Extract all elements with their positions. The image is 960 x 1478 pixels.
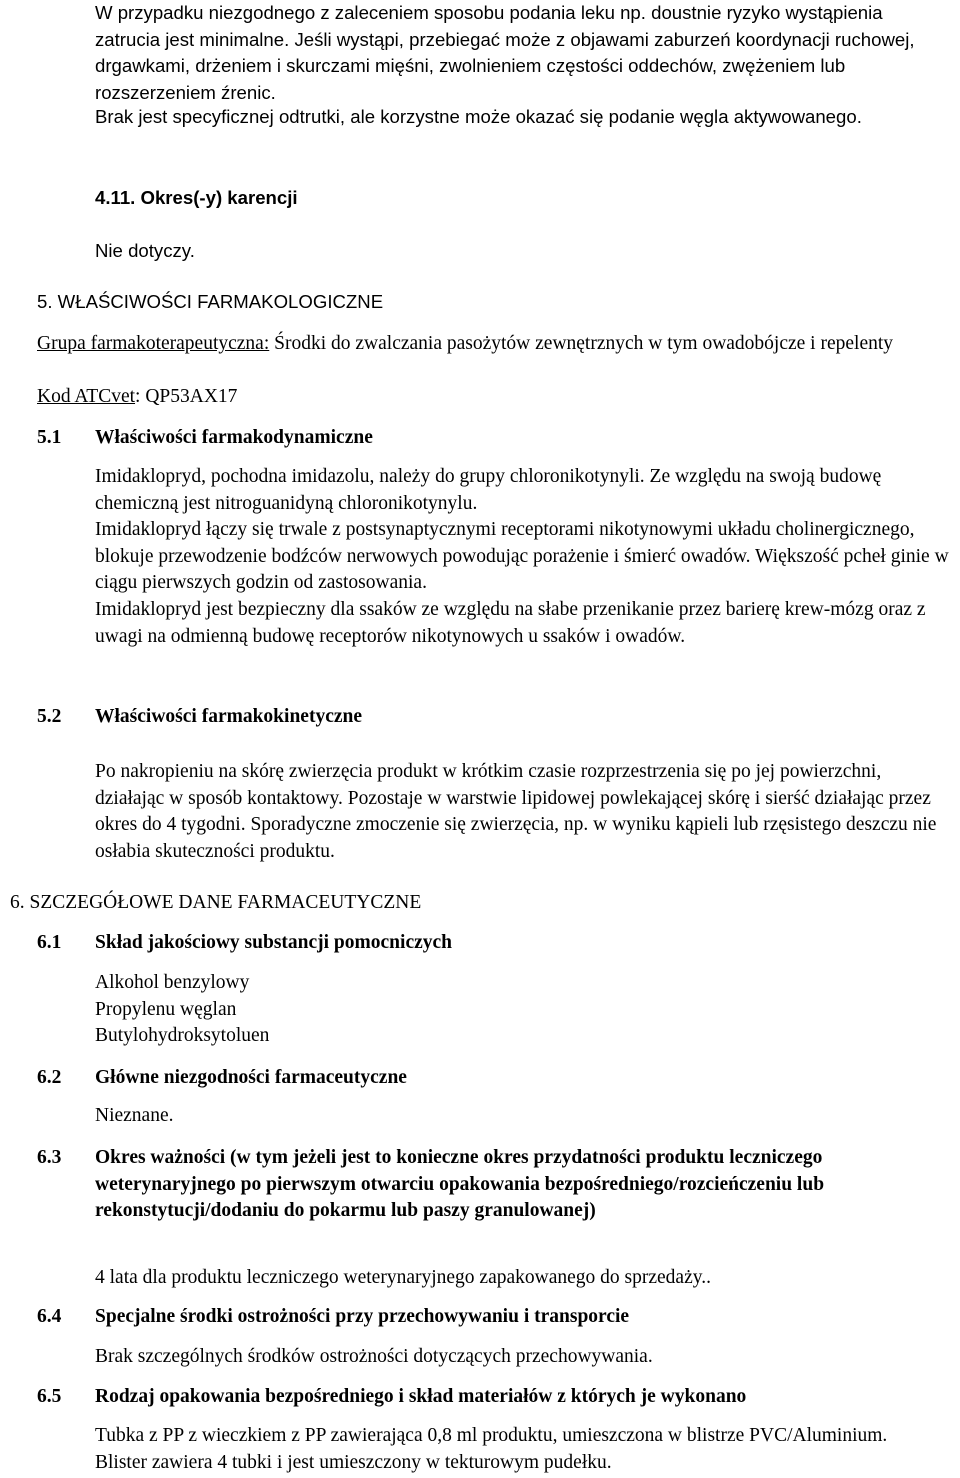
antidote-paragraph: Brak jest specyficznej odtrutki, ale korzystne może okazać się podanie węgla aktywowanego. [95,106,862,127]
section-5-2-number: 5.2 [37,706,62,727]
atc-value: : QP53AX17 [135,386,238,407]
list-item: Butylohydroksytoluen [95,1025,270,1046]
section-5-1-title: Właściwości farmakodynamiczne [95,427,373,448]
group-value: Środki do zwalczania pasożytów zewnętrznych w tym owadobójcze i repelenty [269,333,894,354]
pharmacodynamics-p2: Imidaklopryd łączy się trwale z postsynaptycznymi receptorami nikotynowymi układu cholinergicznego, blokuje przewodzenie bodźców nerwowych powodując porażenie i śmierć owadów. Większość pcheł ginie w ciągu pierwszych godzin od zastosowania. [95,519,949,593]
storage-text: Brak szczególnych środków ostrożności dotyczących przechowywania. [95,1346,653,1367]
section-6-4-title: Specjalne środki ostrożności przy przechowywaniu i transporcie [95,1306,630,1327]
incompatibilities-text: Nieznane. [95,1105,174,1126]
pharmacodynamics-p1: Imidaklopryd, pochodna imidazolu, należy do grupy chloronikotynyli. Ze względu na swoją budowę chemiczną jest nitroguanidyną chloronikotynylu. [95,466,882,514]
section-6-4-number: 6.4 [37,1306,62,1327]
packaging-text: Tubka z PP z wieczkiem z PP zawierająca 0,8 ml produktu, umieszczona w blistrze PVC/Aluminium. Blister zawiera 4 tubki i jest umieszczony w tekturowym pudełku. [95,1425,888,1473]
section-5-heading: 5. WŁAŚCIWOŚCI FARMAKOLOGICZNE [37,291,384,312]
pharmacotherapeutic-group [37,331,957,358]
list-item: Propylenu węglan [95,998,237,1020]
shelf-life-text: 4 lata dla produktu leczniczego weterynaryjnego zapakowanego do sprzedaży.. [95,1267,711,1288]
section-6-2-title: Główne niezgodności farmaceutyczne [95,1067,407,1088]
section-4-11-text: Nie dotyczy. [95,240,195,261]
section-5-2-title: Właściwości farmakokinetyczne [95,706,363,727]
group-label: Grupa farmakoterapeutyczna: [37,333,270,354]
section-6-3-title: Okres ważności (w tym jeżeli jest to konieczne okres przydatności produktu leczniczego weterynaryjnego po pierwszym otwarciu opakowania bezpośredniego/rozcieńczeniu lub rekonstytucji/dodaniu do pokarmu lub paszy granulowanej) [95,1147,825,1221]
pharmacokinetics-p1: Po nakropieniu na skórę zwierzęcia produkt w krótkim czasie rozprzestrzenia się po jej powierzchni, działając w sposób kontaktowy. Pozostaje w warstwie lipidowej powlekającej skórę i sierść działając przez okres do 4 tygodni. Sporadyczne zmoczenie się zwierzęcia, np. w wyniku kąpieli lub rzęsistego deszczu nie osłabia skuteczności produktu. [95,761,937,862]
list-item: Alkohol benzylowy [95,972,250,993]
atc-label: Kod ATCvet [37,386,136,407]
excipients-list [95,970,269,1050]
section-4-11-heading: 4.11. Okres(-y) karencji [95,187,298,208]
section-6-1-title: Skład jakościowy substancji pomocniczych [95,932,452,953]
pharmacodynamics-p3: Imidaklopryd jest bezpieczny dla ssaków ze względu na słabe przenikanie przez barierę krew-mózg oraz z uwagi na odmienną budowę receptorów nikotynowych u ssaków i owadów. [95,599,926,647]
section-6-3-number: 6.3 [37,1147,62,1168]
section-5-1-number: 5.1 [37,427,62,448]
section-6-5-number: 6.5 [37,1386,62,1407]
atc-code [37,384,237,411]
section-6-heading-text: 6. SZCZEGÓŁOWE DANE FARMACEUTYCZNE [10,892,422,913]
section-6-1-number: 6.1 [37,932,62,953]
overdose-paragraph: W przypadku niezgodnego z zaleceniem sposobu podania leku np. doustnie ryzyko wystąpienia zatrucia jest minimalne. Jeśli wystąpi, przebiegać może z objawami zaburzeń koordynacji ruchowej, drgawkami, drżeniem i skurczami mięśni, zwolnieniem częstości oddechów, zwężeniem lub rozszerzeniem źrenic. [95,2,915,103]
section-6-5-title: Rodzaj opakowania bezpośredniego i skład materiałów z których je wykonano [95,1386,747,1407]
section-6-2-number: 6.2 [37,1067,62,1088]
